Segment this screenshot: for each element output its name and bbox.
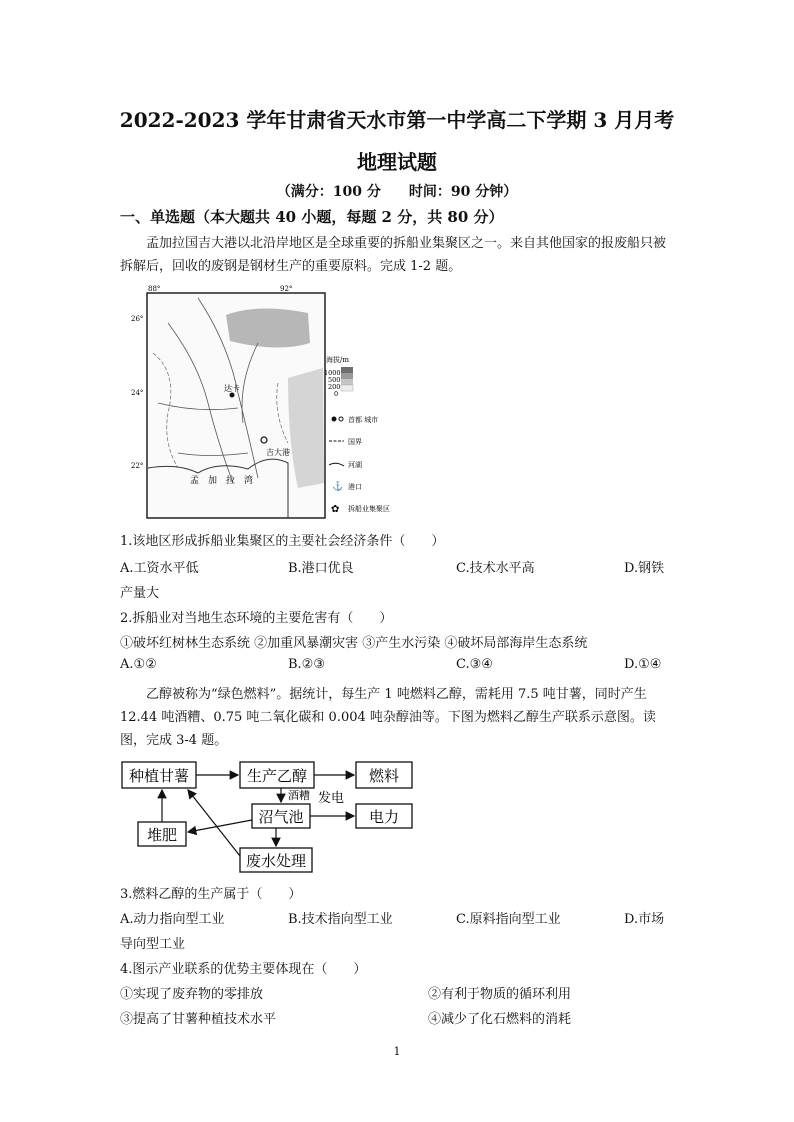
q3-option-d-wrap: 导向型工业 — [120, 937, 186, 952]
legend-level: 500 — [328, 376, 341, 384]
passage-1-line2: 只被拆解后，回收的废钢是钢材生产的重要原料。完成 1-2 题。 — [120, 236, 667, 274]
box-compost-label: 堆肥 — [146, 826, 178, 844]
exam-meta: （满分：100 分 时间：90 分钟） — [276, 184, 518, 200]
exam-title: 2022-2023 学年甘肃省天水市第一中学高二下学期 3 月月考 — [119, 108, 675, 132]
city-label-dhaka: 达卡 — [224, 384, 240, 393]
legend-item: 港口 — [348, 483, 362, 491]
legend-item: 首都 城市 — [348, 416, 379, 424]
q4-choice-3: ③提高了甘薯种植技术水平 — [120, 1012, 277, 1027]
passage-2 — [120, 683, 674, 752]
box-waste-label: 废水处理 — [245, 852, 307, 870]
capital-dhaka-marker — [230, 393, 235, 398]
bay-label: 孟 加 拉 湾 — [190, 476, 254, 486]
legend-level: 1000 — [324, 369, 341, 377]
box-biogas-label: 沼气池 — [258, 808, 304, 826]
passage-1-line1: 孟加拉国吉大港以北沿岸地区是全球重要的拆船业集聚区之一。来自其他国家的报废船 — [146, 236, 641, 251]
legend-swatch — [341, 379, 353, 385]
legend-level: 0 — [334, 390, 339, 398]
q1-option-d[interactable]: D.钢铁 — [624, 561, 665, 576]
q1-option-c[interactable]: C.技术水平高 — [456, 561, 535, 576]
q2-option-b[interactable]: B.②③ — [288, 657, 325, 672]
q2-option-a[interactable]: A.①② — [120, 657, 157, 672]
question-4-stem: 4.图示产业联系的优势主要体现在（ ） — [120, 962, 367, 977]
legend-swatch — [341, 367, 353, 373]
passage-1 — [120, 232, 674, 278]
box-fuel-label: 燃料 — [368, 767, 400, 785]
q2-choices: ①破坏红树林生态系统 ②加重风暴潮灾害 ③产生水污染 ④破坏局部海岸生态系统 — [120, 636, 588, 651]
box-ethanol-label: 生产乙醇 — [246, 767, 308, 785]
passage-2-line1: 乙醇被称为“绿色燃料”。据统计，每生产 1 吨燃料乙醇，需耗用 7.5 吨甘薯，同时产生 — [146, 687, 647, 702]
question-3-stem: 3.燃料乙醇的生产属于（ ） — [120, 887, 302, 902]
ethanol-flow-diagram — [116, 756, 436, 880]
legend-title: 海拔/m — [326, 356, 349, 364]
question-2-stem: 2.拆船业对当地生态环境的主要危害有（ ） — [120, 611, 393, 626]
q3-option-b[interactable]: B.技术指向型工业 — [288, 912, 393, 927]
q3-option-a[interactable]: A.动力指向型工业 — [120, 912, 225, 927]
q1-option-b[interactable]: B.港口优良 — [288, 561, 354, 576]
gear-icon: ✿ — [331, 504, 340, 515]
bangladesh-map-figure — [131, 283, 418, 523]
exam-subtitle: 地理试题 — [357, 150, 437, 174]
highland-shading — [226, 308, 310, 347]
q1-option-a[interactable]: A.工资水平低 — [120, 561, 199, 576]
box-plant-label: 种植甘薯 — [128, 767, 190, 785]
lat-label: 26° — [131, 315, 144, 323]
legend-swatch — [341, 385, 353, 391]
lat-label: 24° — [131, 389, 144, 397]
q4-choice-4: ④减少了化石燃料的消耗 — [428, 1012, 572, 1027]
label-power-generation: 发电 — [318, 791, 345, 806]
city-label-chittagong: 吉大港 — [266, 448, 290, 457]
section-heading: 一、单选题（本大题共 40 小题，每题 2 分，共 80 分） — [120, 208, 504, 226]
legend-item: 拆船业集聚区 — [348, 505, 390, 513]
page-number: 1 — [393, 1045, 401, 1058]
q2-option-d[interactable]: D.①④ — [624, 657, 662, 672]
question-1-stem: 1.该地区形成拆船业集聚区的主要社会经济条件（ ） — [120, 534, 445, 549]
q3-option-d[interactable]: D.市场 — [624, 912, 665, 927]
arrow-waste-to-plant — [188, 790, 240, 856]
lon-label: 92° — [280, 285, 293, 293]
anchor-icon: ⚓ — [332, 482, 344, 492]
passage-2-line2: 12.44 吨酒糟、0.75 吨二氧化碳和 0.004 吨杂醇油等。下图为燃料乙醇生产联系示意图。读 — [120, 710, 656, 725]
passage-2-line3: 图，完成 3-4 题。 — [120, 733, 228, 748]
legend-item: 河湖 — [348, 461, 362, 469]
q3-option-c[interactable]: C.原料指向型工业 — [456, 912, 561, 927]
label-distillers-grains: 酒糟 — [288, 789, 310, 802]
box-power-label: 电力 — [368, 808, 400, 826]
legend-swatch — [341, 373, 353, 379]
lat-label: 22° — [131, 462, 144, 470]
q4-choice-2: ②有利于物质的循环利用 — [428, 987, 572, 1002]
q2-option-c[interactable]: C.③④ — [456, 657, 493, 672]
legend-level: 200 — [328, 383, 341, 391]
lon-label: 88° — [148, 285, 161, 293]
q1-option-d-wrap: 产量大 — [120, 586, 160, 601]
legend-item: 国界 — [348, 438, 362, 446]
capital-legend-icon — [332, 417, 337, 422]
q4-choice-1: ①实现了废弃物的零排放 — [120, 987, 264, 1002]
